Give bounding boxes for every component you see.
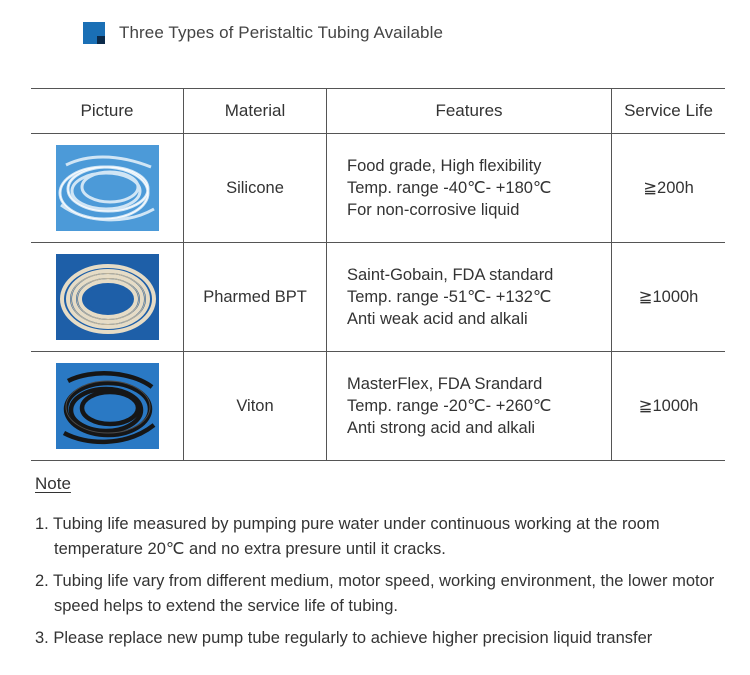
- feature-line: Temp. range -20℃- +260℃: [347, 397, 552, 415]
- feature-line: Saint-Gobain, FDA standard: [347, 266, 554, 284]
- features-cell: [327, 243, 612, 352]
- blue-square-icon: [83, 22, 105, 44]
- clear-silicone-tubing-image: [56, 145, 159, 231]
- note-item: 1. Tubing life measured by pumping pure water under continuous working at the room temperature 20℃ and no extra presure until it cracks.: [35, 515, 660, 558]
- material-cell: Silicone: [184, 134, 327, 243]
- feature-line: MasterFlex, FDA Srandard: [347, 375, 543, 393]
- note-heading: Note: [35, 474, 71, 493]
- picture-cell: [31, 134, 184, 243]
- service-life-cell: ≧200h: [612, 134, 726, 243]
- beige-pharmed-tubing-image: [56, 254, 159, 340]
- section-title: Three Types of Peristaltic Tubing Available: [119, 23, 444, 42]
- tubing-comparison-table: [31, 88, 725, 461]
- picture-cell: [31, 243, 184, 352]
- material-cell: Viton: [184, 352, 327, 461]
- table-row: [31, 352, 725, 461]
- service-life-cell: ≧1000h: [612, 243, 726, 352]
- feature-line: Anti strong acid and alkali: [347, 419, 536, 437]
- section-heading: [83, 22, 443, 44]
- table-row: [31, 243, 725, 352]
- feature-line: For non-corrosive liquid: [347, 201, 520, 219]
- table-header-row: [31, 89, 725, 134]
- column-header-picture: Picture: [31, 89, 184, 134]
- features-cell: [327, 352, 612, 461]
- note-item: 3. Please replace new pump tube regularly to achieve higher precision liquid transfer: [35, 629, 653, 647]
- column-header-features: Features: [327, 89, 612, 134]
- table-row: [31, 134, 725, 243]
- feature-line: Food grade, High flexibility: [347, 157, 542, 175]
- black-viton-tubing-image: [56, 363, 159, 449]
- picture-cell: [31, 352, 184, 461]
- note-list: [35, 512, 735, 658]
- note-item: 2. Tubing life vary from different medium, motor speed, working environment, the lower motor speed helps to extend the service life of tubing.: [35, 572, 715, 615]
- column-header-service-life: Service Life: [612, 89, 726, 134]
- service-life-cell: ≧1000h: [612, 352, 726, 461]
- feature-line: Temp. range -40℃- +180℃: [347, 179, 552, 197]
- feature-line: Anti weak acid and alkali: [347, 310, 528, 328]
- material-cell: Pharmed BPT: [184, 243, 327, 352]
- feature-line: Temp. range -51℃- +132℃: [347, 288, 552, 306]
- column-header-material: Material: [184, 89, 327, 134]
- features-cell: [327, 134, 612, 243]
